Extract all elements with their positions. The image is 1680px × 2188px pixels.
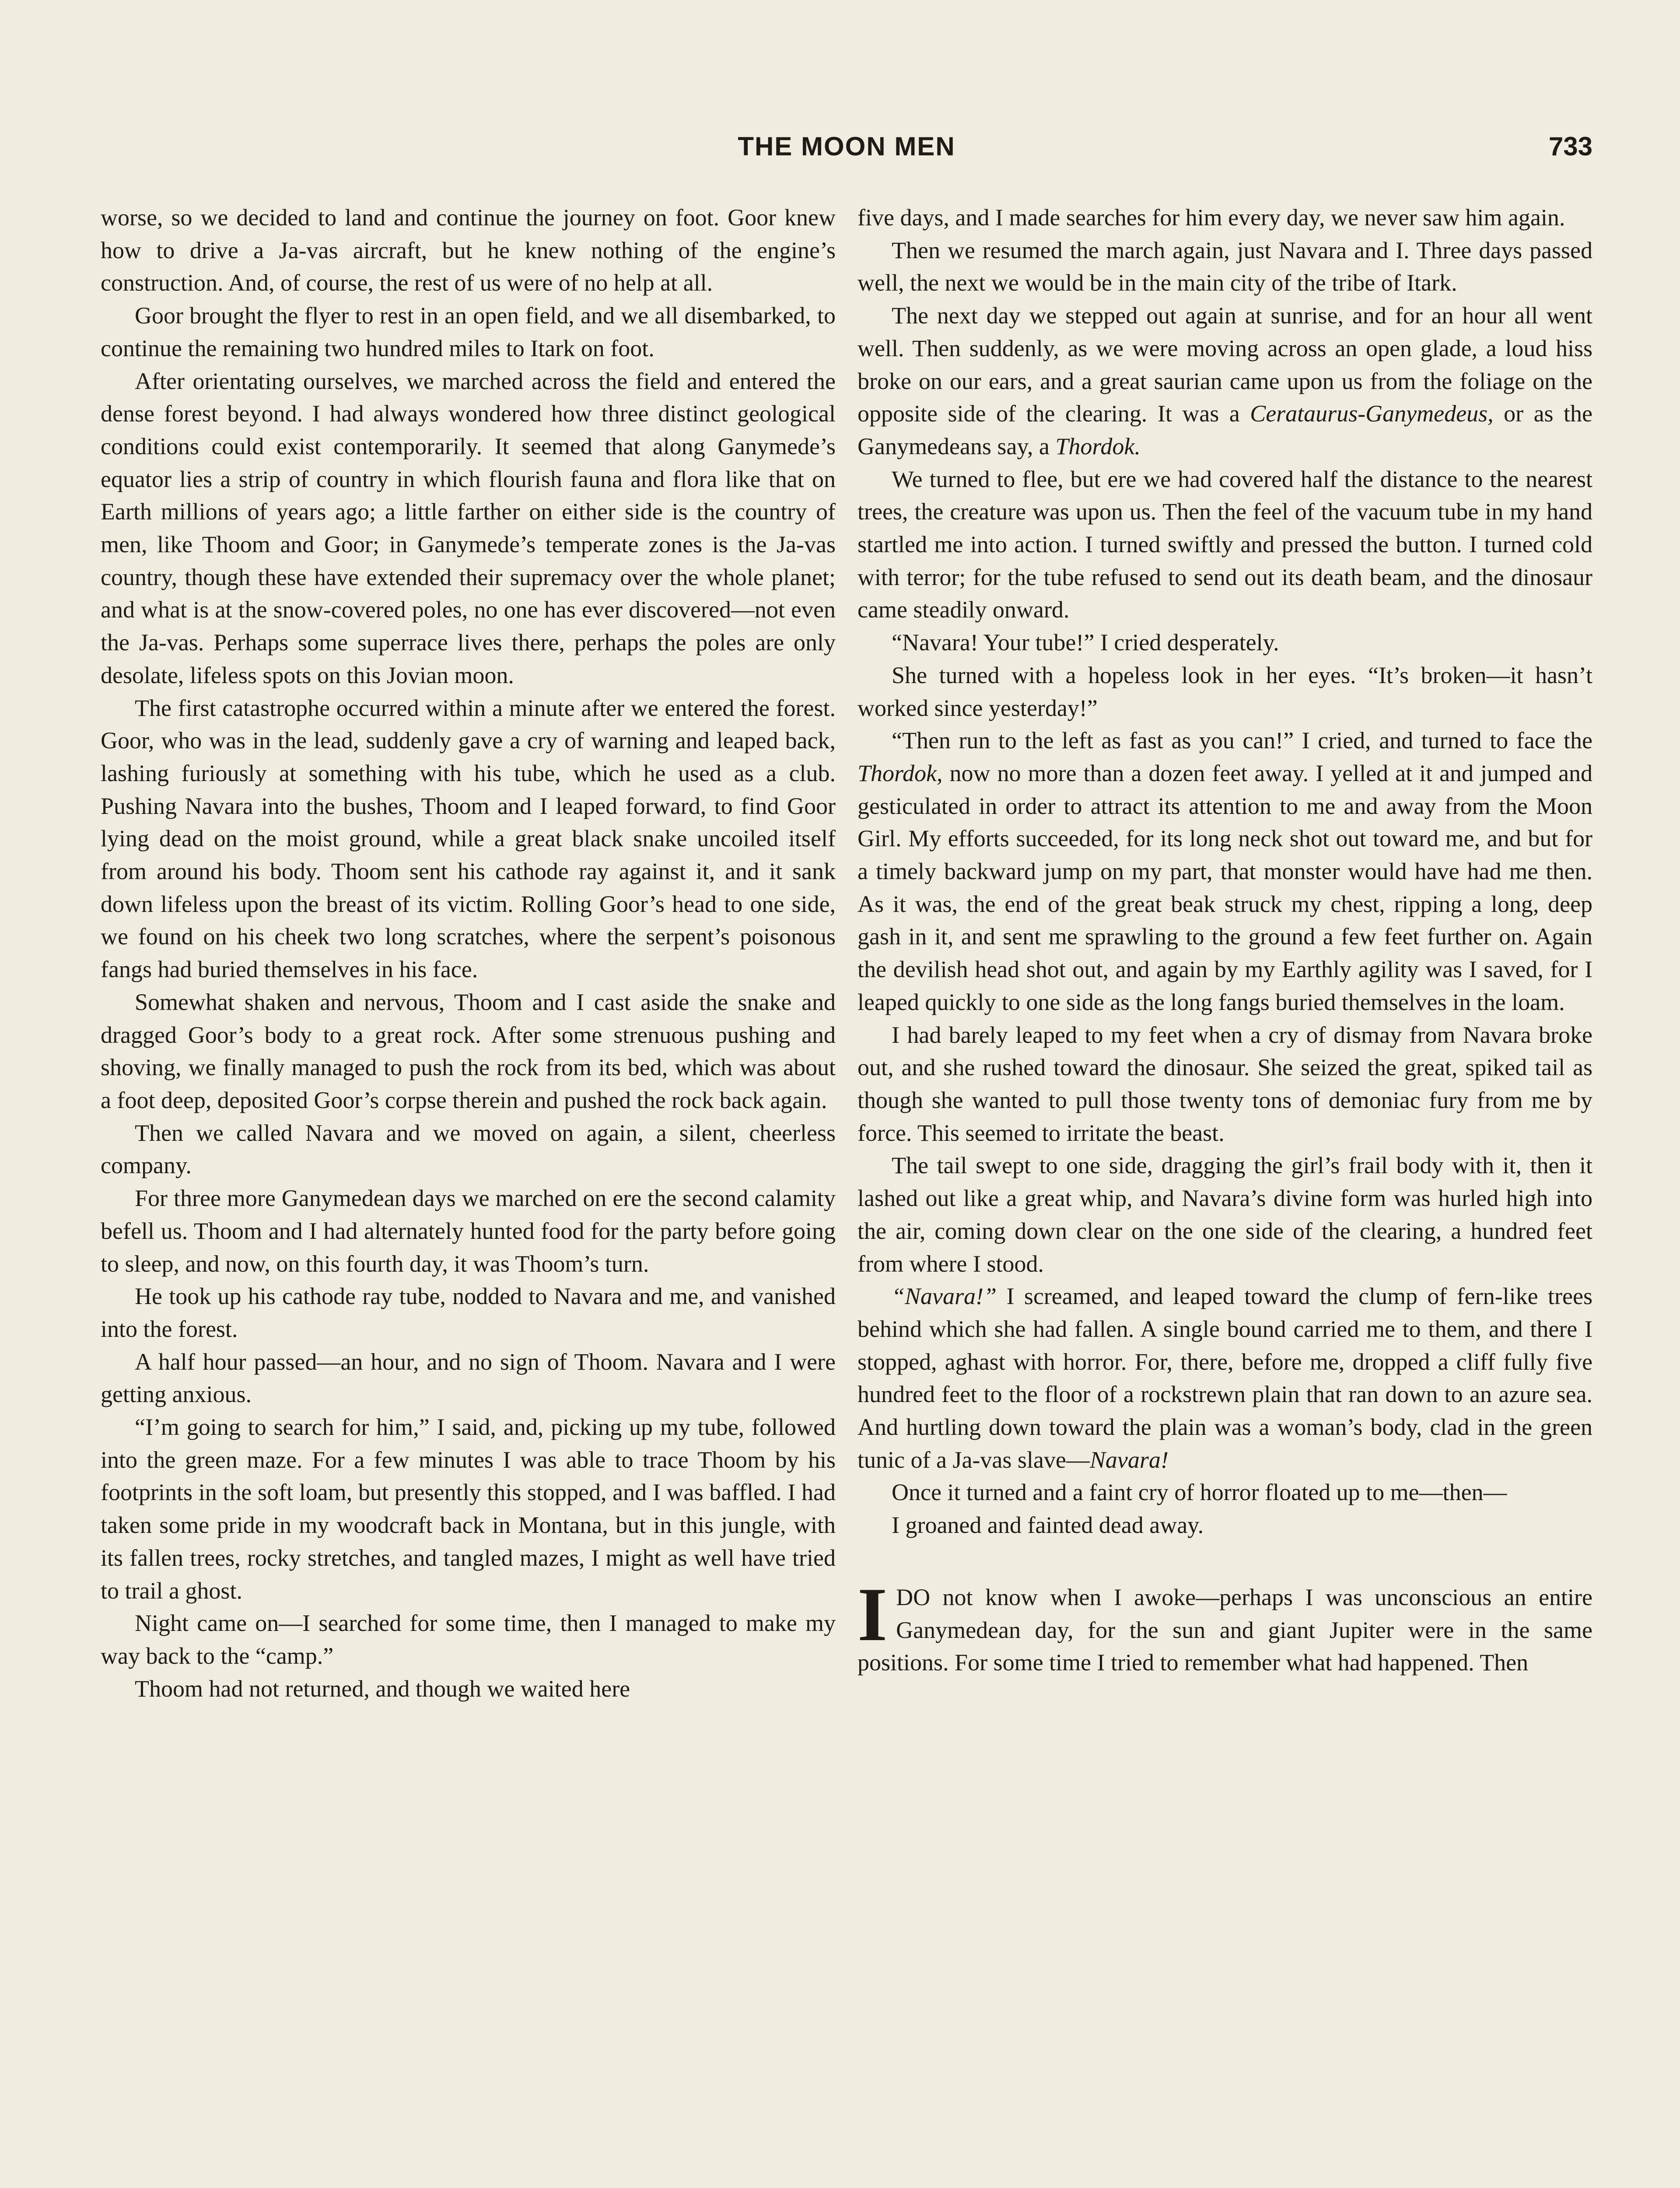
left-column [101, 201, 836, 1705]
italic-creature-name: Thordok. [1055, 433, 1141, 459]
italic-creature-name: Thordok, [858, 760, 943, 786]
section-opening-paragraph [858, 1571, 1592, 1679]
text-run: now no more than a dozen feet away. I yelled at it and jumped and gesticulated in order to attract its attention to me and away from the Moon Girl. My efforts succeeded, for its long neck shot out toward me, and but for a timely backward jump on my part, that monster would have had me then. As it was, the end of the great beak struck my chest, ripping a long, deep gash in it, and sent me sprawling to the ground a few feet further on. Again the devilish head shot out, and again by my Earthly agility was I saved, for I leaped quickly to one side as the long fangs buried themselves in the loam. [858, 760, 1592, 1015]
text-run: or as the Ganymedeans say, a [858, 400, 1593, 459]
paragraph [858, 724, 1592, 1018]
paragraph: “I’m going to search for him,” I said, and, picking up my tube, followed into the green maze. For a few minutes I was able to trace Thoom by his footprints in the soft loam, but presently this stopped, and I was baffled. I had taken some pride in my woodcraft back in Montana, but in this jungle, with its fallen trees, rocky stretches, and tangled mazes, I might as well have tried to trail a ghost. [101, 1414, 836, 1604]
paragraph: worse, so we decided to land and continue the journey on foot. Goor knew how to drive a Ja-vas aircraft, but he knew nothing of the engine’s construction. And, of course, the rest of us were of no help at all. [101, 204, 836, 296]
page-header [101, 131, 1592, 179]
paragraph: A half hour passed—an hour, and no sign of Thoom. Navara and I were getting anxious. [101, 1348, 836, 1408]
text-run: “Then run to the left as fast as you can!” I cried, and turned to face the [892, 727, 1592, 754]
paragraph: I groaned and fainted dead away. [892, 1512, 1204, 1539]
italic-exclamation: Navara! [1089, 1446, 1169, 1473]
paragraph: For three more Ganymedean days we marched on ere the second calamity befell us. Thoom and I had alternately hunted food for the party before going to sleep, and now, on this fourth day, it was Thoom’s turn. [101, 1185, 836, 1277]
paragraph: Night came on—I searched for some time, then I managed to make my way back to the “camp.” [101, 1610, 836, 1669]
paragraph: Once it turned and a faint cry of horror floated up to me—then— [892, 1479, 1507, 1506]
paragraph: five days, and I made searches for him every day, we never saw him again. [858, 204, 1565, 231]
italic-exclamation: “Navara!” [892, 1283, 997, 1310]
paragraph [858, 299, 1592, 463]
paragraph [858, 1280, 1592, 1476]
paragraph: She turned with a hopeless look in her eyes. “It’s broken—it hasn’t worked since yesterday!” [858, 662, 1592, 721]
paragraph: The tail swept to one side, dragging the girl’s frail body with it, then it lashed out like a great whip, and Navara’s divine form was hurled high into the air, coming down clear on the one side of the clearing, a hundred feet from where I stood. [858, 1152, 1592, 1277]
drop-cap: I [858, 1571, 888, 1657]
paragraph: Thoom had not returned, and though we waited here [135, 1675, 630, 1702]
right-column [858, 201, 1592, 1679]
text-run: The next day we stepped out again at sunrise, and for an hour all went well. Then suddenly, as we were moving across an open glade, a loud hiss broke on our ears, and a great saurian came upon us from the foliage on the opposite side of the clearing. It was a [858, 302, 1592, 427]
page-number: 733 [1548, 132, 1592, 161]
paragraph: He took up his cathode ray tube, nodded to Navara and me, and vanished into the forest. [101, 1283, 836, 1342]
paragraph: Then we called Navara and we moved on again, a silent, cheerless company. [101, 1119, 836, 1179]
paragraph: We turned to flee, but ere we had covered half the distance to the nearest trees, the creature was upon us. Then the feel of the vacuum tube in my hand startled me into action. I turned swiftly and pressed the button. I turned cold with terror; for the tube refused to send out its death beam, and the dinosaur came steadily onward. [858, 466, 1592, 623]
paragraph: After orientating ourselves, we marched across the field and entered the dense forest beyond. I had always wondered how three distinct geological conditions could exist contemporarily. It seemed that along Ganymede’s equator lies a strip of country in which flourish fauna and flora like that on Earth millions of years ago; a little farther on either side is the country of men, like Thoom and Goor; in Ganymede’s temperate zones is the Ja-vas country, though these have extended their supremacy over the whole planet; and what is at the snow-covered poles, no one has ever discovered—not even the Ja-vas. Perhaps some superrace lives there, perhaps the poles are only desolate, lifeless spots on this Jovian moon. [101, 368, 836, 688]
text-run: I screamed, and leaped toward the clump of fern-like trees behind which she had fallen. A single bound carried me to them, and there I stopped, aghast with horror. For, there, before me, dropped a cliff fully five hundred feet to the floor of a rockstrewn plain that ran down to an azure sea. And hurtling down toward the plain was a woman’s body, clad in the green tunic of a Ja-vas slave— [858, 1283, 1592, 1473]
italic-species-name: Cerataurus-Ganymedeus, [1250, 400, 1494, 427]
paragraph: I had barely leaped to my feet when a cry of dismay from Navara broke out, and she rushed toward the dinosaur. She seized the great, spiked tail as though she wanted to pull those twenty tons of demoniac fury from me by force. This seemed to irritate the beast. [858, 1021, 1592, 1146]
paragraph: The first catastrophe occurred within a minute after we entered the forest. Goor, who was in the lead, suddenly gave a cry of warning and leaped back, lashing furiously at something with his tube, which he used as a club. Pushing Navara into the bushes, Thoom and I leaped forward, to find Goor lying dead on the moist ground, while a great black snake uncoiled itself from around his body. Thoom sent his cathode ray against it, and it sank down lifeless upon the breast of its victim. Rolling Goor’s head to one side, we found on his cheek two long scratches, where the serpent’s poisonous fangs had buried themselves in his face. [101, 694, 836, 983]
text-run: DO not know when I awoke—perhaps I was unconscious an entire Ganymedean day, for the sun and giant Jupiter were in the same positions. For some time I tried to remember what had happened. Then [858, 1584, 1592, 1676]
paragraph: Then we resumed the march again, just Navara and I. Three days passed well, the next we would be in the main city of the tribe of Itark. [858, 237, 1592, 296]
paragraph: “Navara! Your tube!” I cried desperately. [892, 629, 1279, 656]
running-title: THE MOON MEN [738, 132, 956, 161]
paragraph: Goor brought the flyer to rest in an open field, and we all disembarked, to continue the remaining two hundred miles to Itark on foot. [101, 302, 836, 361]
paragraph: Somewhat shaken and nervous, Thoom and I cast aside the snake and dragged Goor’s body to a great rock. After some strenuous pushing and shoving, we finally managed to push the rock from its bed, which was about a foot deep, deposited Goor’s corpse therein and pushed the rock back again. [101, 989, 836, 1113]
